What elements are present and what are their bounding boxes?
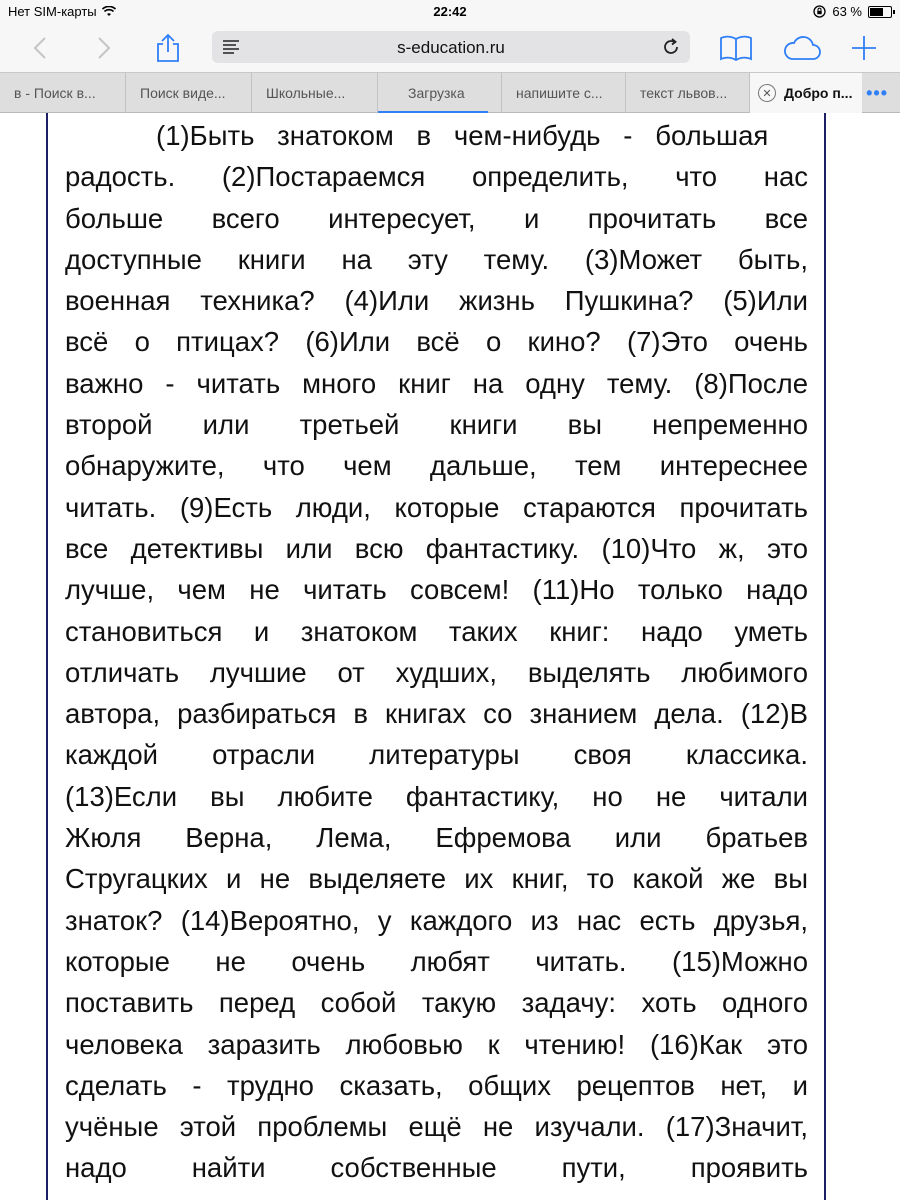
article-line: доступные книги на эту тему. (3)Может быть, [65, 243, 808, 275]
article-line: поставить перед собой такую задачу: хоть одного [65, 987, 808, 1019]
book-icon [720, 35, 752, 61]
clock: 22:42 [433, 4, 467, 19]
article-line: важно - читать много книг на одну тему. (8)После [65, 367, 808, 399]
article-text [65, 115, 808, 1189]
reload-icon[interactable] [662, 38, 680, 56]
article-line: лучше, чем не читать совсем! (11)Но только надо [65, 574, 808, 606]
article-line: сделать - трудно сказать, общих рецептов нет, и [65, 1069, 808, 1101]
tab-label: Добро п... [784, 85, 853, 101]
address-bar[interactable] [212, 31, 690, 63]
chevron-right-icon [97, 36, 111, 60]
url-text: s-education.ru [397, 38, 505, 57]
icloud-tabs-button[interactable] [782, 30, 822, 66]
article-line: каждой отрасли литературы своя классика. [65, 739, 808, 771]
orientation-lock-icon [813, 5, 826, 18]
chevron-left-icon [33, 36, 47, 60]
article-line: обнаружите, что чем дальше, тем интереснее [65, 450, 808, 482]
article-line: Жюля Верна, Лема, Ефремова или братьев [65, 822, 808, 854]
tab-bar [0, 72, 900, 113]
carrier-label: Нет SIM-карты [8, 4, 97, 19]
battery-percent: 63 % [832, 4, 862, 19]
article-line: военная техника? (4)Или жизнь Пушкина? (5)Или [65, 285, 808, 317]
status-bar [0, 0, 900, 24]
bookmarks-button[interactable] [716, 30, 756, 66]
cloud-icon [782, 35, 822, 61]
tab-2[interactable] [126, 73, 252, 113]
article-line: (1)Быть знатоком в чем-нибудь - большая [65, 120, 769, 151]
share-icon [156, 33, 180, 63]
page-content [0, 113, 900, 1200]
article-line: больше всего интересует, и прочитать все [65, 202, 808, 234]
status-right [813, 4, 892, 19]
tab-3[interactable] [252, 73, 378, 113]
tab-label: напишите с... [516, 85, 603, 101]
article-line: которые не очень любят читать. (15)Можно [65, 945, 808, 977]
article-line: становиться и знатоком таких книг: надо уметь [65, 615, 808, 647]
battery-icon [868, 6, 892, 18]
article-line: всё о птицах? (6)Или всё о кино? (7)Это очень [65, 326, 808, 358]
article-line: человека заразить любовью к чтению! (16)Как это [65, 1028, 808, 1060]
article-line: знаток? (14)Вероятно, у каждого из нас есть друзья, [65, 904, 808, 936]
article-line: радость. (2)Постараемся определить, что нас [65, 161, 808, 193]
article-line: (13)Если вы любите фантастику, но не читали [65, 780, 808, 812]
article-line: Стругацких и не выделяете их книг, то какой же вы [65, 863, 808, 895]
tab-label: в - Поиск в... [14, 85, 96, 101]
share-button[interactable] [148, 30, 188, 66]
article-line: второй или третьей книги вы непременно [65, 409, 808, 441]
article-line: отличать лучшие от худших, выделять любимого [65, 656, 808, 688]
more-tabs-icon[interactable]: ••• [866, 83, 888, 103]
article-line: все детективы или всю фантастику. (10)Что ж, это [65, 532, 808, 564]
new-tab-button[interactable] [844, 30, 884, 66]
tab-5[interactable] [502, 73, 626, 113]
tab-label: текст львов... [640, 85, 728, 101]
tab-1[interactable] [0, 73, 126, 113]
battery-level [870, 8, 883, 16]
tab-active[interactable] [750, 73, 862, 113]
tab-label: Поиск виде... [140, 85, 226, 101]
browser-toolbar [0, 24, 900, 72]
forward-button[interactable] [84, 30, 124, 66]
plus-icon [851, 35, 877, 61]
article-line: надо найти собственные пути, проявить [65, 1152, 808, 1184]
article-line: учёные этой проблемы ещё не изучали. (17)Значит, [65, 1111, 808, 1143]
tab-4[interactable] [378, 73, 502, 113]
tab-6[interactable] [626, 73, 750, 113]
close-tab-icon[interactable]: ✕ [758, 84, 776, 102]
tab-label: Загрузка [408, 85, 465, 101]
tab-label: Школьные... [266, 85, 346, 101]
article-line: читать. (9)Есть люди, которые стараются прочитать [65, 491, 808, 523]
article-line: автора, разбираться в книгах со знанием дела. (12)В [65, 698, 808, 730]
back-button[interactable] [20, 30, 60, 66]
